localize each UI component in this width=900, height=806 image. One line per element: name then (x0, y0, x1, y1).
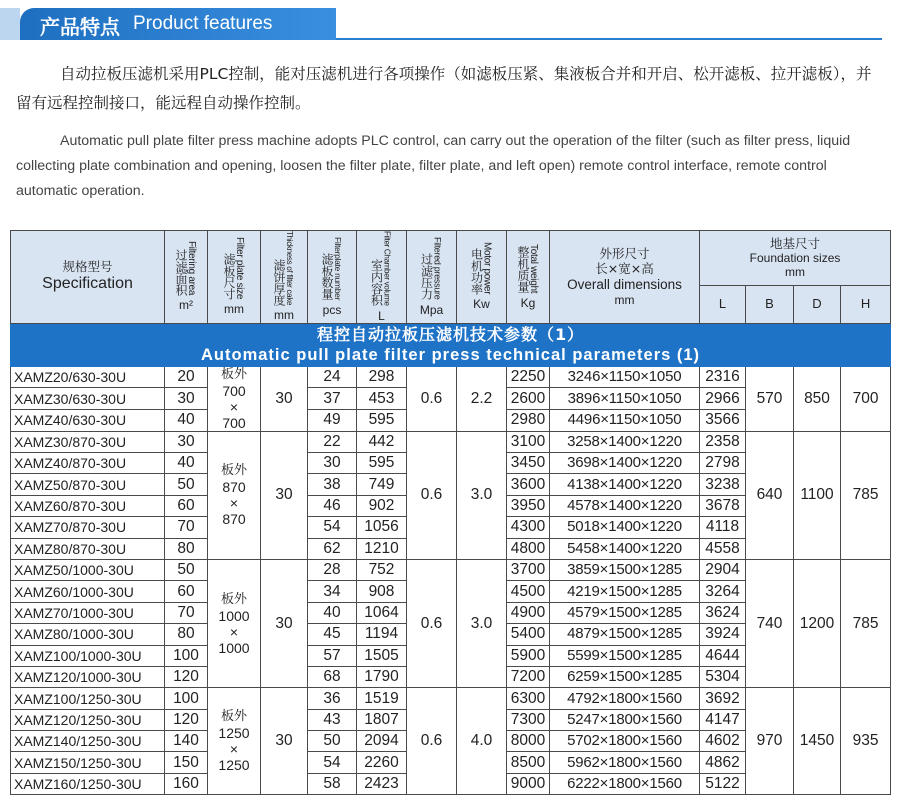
col-header-number: 滤板数量Filterplate number pcs (308, 231, 357, 324)
cell-dim: 5018×1400×1220 (550, 517, 700, 538)
cell-weight: 5400 (507, 624, 550, 645)
cell-vol: 2260 (357, 752, 407, 773)
cell-spec: XAMZ60/870-30U (11, 495, 165, 516)
plate-size-line: 1250 (218, 725, 250, 742)
cell-motor: 3.0 (457, 559, 507, 687)
cell-spec: XAMZ30/630-30U (11, 388, 165, 410)
cell-num: 50 (308, 731, 357, 752)
cell-plate-size (208, 688, 261, 795)
table-row (11, 559, 891, 580)
cell-num: 54 (308, 517, 357, 538)
cell-vol: 1056 (357, 517, 407, 538)
cell-dim: 5702×1800×1560 (550, 731, 700, 752)
cell-B: 570 (746, 366, 794, 431)
cell-L: 2358 (700, 431, 746, 452)
cell-L: 3238 (700, 474, 746, 495)
cell-D: 1200 (794, 559, 841, 687)
cell-weight: 8500 (507, 752, 550, 773)
cell-H: 700 (841, 366, 891, 431)
cell-area: 120 (165, 666, 208, 687)
cell-weight: 2250 (507, 366, 550, 388)
cell-weight: 5900 (507, 645, 550, 666)
cell-L: 2316 (700, 366, 746, 388)
cell-vol: 595 (357, 409, 407, 431)
cell-spec: XAMZ120/1000-30U (11, 666, 165, 687)
cell-cake: 30 (261, 559, 308, 687)
cell-vol: 908 (357, 581, 407, 602)
intro-paragraph-en: Automatic pull plate filter press machine adopts PLC control, can carry out the operation of the filter (such as filter press, liquid collecting plate combination and opening, loosen the filter plate, filter plate, and left open) remote control interface, remote control automatic operation. (16, 133, 851, 199)
table-row (11, 688, 891, 709)
cell-L: 5304 (700, 666, 746, 687)
col-header-cake: 滤饼厚度Thickness of filter cake mm (261, 231, 308, 324)
table-title-en: Automatic pull plate filter press technical parameters (1) (201, 345, 701, 364)
cell-vol: 453 (357, 388, 407, 410)
plate-size-line: 板外 (220, 463, 247, 479)
cell-dim: 3859×1500×1285 (550, 559, 700, 580)
cell-press: 0.6 (407, 559, 457, 687)
col-header-B: B (746, 285, 794, 323)
cell-area: 100 (165, 645, 208, 666)
col-header-H: H (841, 285, 891, 323)
cell-num: 54 (308, 752, 357, 773)
cell-vol: 1790 (357, 666, 407, 687)
cell-num: 49 (308, 409, 357, 431)
cell-weight: 4800 (507, 538, 550, 559)
cell-spec: XAMZ20/630-30U (11, 366, 165, 388)
cell-cake: 30 (261, 366, 308, 431)
col-header-pressure: 过滤压力Filtered pressure Mpa (407, 231, 457, 324)
cell-B: 970 (746, 688, 794, 795)
cell-L: 2904 (700, 559, 746, 580)
cell-dim: 4219×1500×1285 (550, 581, 700, 602)
cell-dim: 4138×1400×1220 (550, 474, 700, 495)
header-cap (0, 8, 20, 40)
header-title-cn: 产品特点 (40, 15, 120, 39)
cell-L: 4862 (700, 752, 746, 773)
cell-num: 38 (308, 474, 357, 495)
cell-weight: 4500 (507, 581, 550, 602)
cell-weight: 9000 (507, 773, 550, 794)
cell-plate-size (208, 366, 261, 431)
cell-press: 0.6 (407, 366, 457, 431)
cell-B: 740 (746, 559, 794, 687)
cell-dim: 4879×1500×1285 (550, 624, 700, 645)
plate-size-line: 1250 (218, 757, 250, 774)
cell-spec: XAMZ80/1000-30U (11, 624, 165, 645)
cell-weight: 3700 (507, 559, 550, 580)
plate-size-line: 1000 (218, 607, 250, 624)
cell-weight: 7200 (507, 666, 550, 687)
cell-area: 40 (165, 453, 208, 474)
cell-spec: XAMZ50/1000-30U (11, 559, 165, 580)
cell-area: 50 (165, 559, 208, 580)
cell-L: 3692 (700, 688, 746, 709)
plate-size-line: 700 (222, 414, 246, 431)
col-header-plate: 滤板尺寸Filter plate size mm (208, 231, 261, 324)
cell-plate-size (208, 559, 261, 687)
cell-area: 40 (165, 409, 208, 431)
cell-spec: XAMZ100/1250-30U (11, 688, 165, 709)
spec-table (10, 230, 891, 795)
cell-num: 58 (308, 773, 357, 794)
cell-spec: XAMZ120/1250-30U (11, 709, 165, 730)
intro-paragraph-cn: 自动拉板压滤机采用PLC控制，能对压滤机进行各项操作（如滤板压紧、集液板合并和开启、松开滤板、拉开滤板），并留有远程控制接口，能远程自动操作控制。 (16, 65, 872, 112)
cell-B: 640 (746, 431, 794, 559)
col-header-motor: 电机功率Motor power Kw (457, 231, 507, 324)
cell-L: 2798 (700, 453, 746, 474)
plate-size-line: 板外 (220, 709, 247, 725)
cell-dim: 5247×1800×1560 (550, 709, 700, 730)
plate-size-line: × (229, 495, 239, 512)
cell-dim: 6222×1800×1560 (550, 773, 700, 794)
cell-spec: XAMZ70/1000-30U (11, 602, 165, 623)
cell-spec: XAMZ50/870-30U (11, 474, 165, 495)
cell-area: 80 (165, 538, 208, 559)
cell-weight: 6300 (507, 688, 550, 709)
col-header-D: D (794, 285, 841, 323)
cell-motor: 2.2 (457, 366, 507, 431)
cell-num: 37 (308, 388, 357, 410)
cell-num: 40 (308, 602, 357, 623)
cell-area: 140 (165, 731, 208, 752)
cell-weight: 2600 (507, 388, 550, 410)
cell-D: 1450 (794, 688, 841, 795)
table-title-row (11, 323, 891, 366)
cell-num: 45 (308, 624, 357, 645)
cell-vol: 1807 (357, 709, 407, 730)
table-row (11, 366, 891, 388)
cell-weight: 3950 (507, 495, 550, 516)
cell-num: 43 (308, 709, 357, 730)
cell-area: 80 (165, 624, 208, 645)
plate-size-line: 板外 (220, 366, 247, 382)
cell-num: 62 (308, 538, 357, 559)
cell-spec: XAMZ80/870-30U (11, 538, 165, 559)
cell-num: 68 (308, 666, 357, 687)
header-rule (336, 38, 882, 40)
cell-area: 70 (165, 602, 208, 623)
cell-press: 0.6 (407, 431, 457, 559)
cell-vol: 749 (357, 474, 407, 495)
cell-L: 4644 (700, 645, 746, 666)
cell-weight: 3600 (507, 474, 550, 495)
cell-dim: 5599×1500×1285 (550, 645, 700, 666)
cell-dim: 3258×1400×1220 (550, 431, 700, 452)
cell-vol: 1064 (357, 602, 407, 623)
col-header-spec: 规格型号 Specification (11, 231, 165, 324)
cell-cake: 30 (261, 431, 308, 559)
cell-weight: 4300 (507, 517, 550, 538)
plate-size-line: 700 (222, 382, 246, 399)
plate-size-line: × (229, 398, 239, 415)
cell-dim: 4792×1800×1560 (550, 688, 700, 709)
cell-L: 3924 (700, 624, 746, 645)
cell-spec: XAMZ60/1000-30U (11, 581, 165, 602)
cell-D: 850 (794, 366, 841, 431)
cell-motor: 3.0 (457, 431, 507, 559)
cell-spec: XAMZ150/1250-30U (11, 752, 165, 773)
cell-H: 785 (841, 431, 891, 559)
col-header-foundation: 地基尺寸 Foundation sizes mm (700, 231, 891, 286)
cell-num: 30 (308, 453, 357, 474)
cell-cake: 30 (261, 688, 308, 795)
cell-weight: 4900 (507, 602, 550, 623)
plate-size-line: 870 (222, 511, 246, 528)
cell-L: 4147 (700, 709, 746, 730)
cell-spec: XAMZ40/870-30U (11, 453, 165, 474)
cell-weight: 3100 (507, 431, 550, 452)
cell-area: 20 (165, 366, 208, 388)
cell-weight: 2980 (507, 409, 550, 431)
cell-area: 60 (165, 581, 208, 602)
plate-size-line: × (229, 623, 239, 640)
cell-press: 0.6 (407, 688, 457, 795)
plate-size-line: 1000 (218, 639, 250, 656)
cell-num: 28 (308, 559, 357, 580)
plate-size-line: × (229, 741, 239, 758)
cell-vol: 442 (357, 431, 407, 452)
cell-vol: 902 (357, 495, 407, 516)
cell-vol: 1519 (357, 688, 407, 709)
col-header-weight: 整机质量Total weight Kg (507, 231, 550, 324)
cell-vol: 595 (357, 453, 407, 474)
cell-L: 3678 (700, 495, 746, 516)
cell-vol: 1194 (357, 624, 407, 645)
cell-vol: 298 (357, 366, 407, 388)
cell-motor: 4.0 (457, 688, 507, 795)
table-row (11, 431, 891, 452)
cell-num: 24 (308, 366, 357, 388)
cell-dim: 4578×1400×1220 (550, 495, 700, 516)
cell-spec: XAMZ100/1000-30U (11, 645, 165, 666)
cell-L: 4602 (700, 731, 746, 752)
cell-L: 5122 (700, 773, 746, 794)
col-header-dimensions: 外形尺寸 长×宽×高 Overall dimensions mm (550, 231, 700, 324)
cell-spec: XAMZ30/870-30U (11, 431, 165, 452)
cell-area: 30 (165, 431, 208, 452)
cell-L: 2966 (700, 388, 746, 410)
cell-H: 785 (841, 559, 891, 687)
cell-L: 3624 (700, 602, 746, 623)
cell-area: 50 (165, 474, 208, 495)
cell-weight: 7300 (507, 709, 550, 730)
cell-spec: XAMZ70/870-30U (11, 517, 165, 538)
header-title-en: Product features (133, 13, 273, 34)
cell-num: 36 (308, 688, 357, 709)
cell-dim: 6259×1500×1285 (550, 666, 700, 687)
cell-plate-size (208, 431, 261, 559)
header-row-1 (11, 231, 891, 286)
col-header-area: 过滤面积Filtering area m² (165, 231, 208, 324)
cell-vol: 1505 (357, 645, 407, 666)
cell-area: 70 (165, 517, 208, 538)
cell-dim: 5962×1800×1560 (550, 752, 700, 773)
cell-vol: 1210 (357, 538, 407, 559)
cell-area: 120 (165, 709, 208, 730)
cell-L: 4118 (700, 517, 746, 538)
cell-dim: 4579×1500×1285 (550, 602, 700, 623)
cell-area: 100 (165, 688, 208, 709)
cell-dim: 3896×1150×1050 (550, 388, 700, 410)
cell-num: 22 (308, 431, 357, 452)
cell-L: 4558 (700, 538, 746, 559)
cell-area: 30 (165, 388, 208, 410)
cell-area: 60 (165, 495, 208, 516)
cell-area: 150 (165, 752, 208, 773)
cell-weight: 3450 (507, 453, 550, 474)
cell-dim: 5458×1400×1220 (550, 538, 700, 559)
cell-area: 160 (165, 773, 208, 794)
cell-L: 3566 (700, 409, 746, 431)
cell-H: 935 (841, 688, 891, 795)
table-title-cn: 程控自动拉板压滤机技术参数（1） (316, 324, 585, 344)
cell-spec: XAMZ40/630-30U (11, 409, 165, 431)
cell-num: 57 (308, 645, 357, 666)
cell-vol: 2094 (357, 731, 407, 752)
cell-vol: 752 (357, 559, 407, 580)
plate-size-line: 板外 (220, 591, 247, 607)
cell-num: 34 (308, 581, 357, 602)
plate-size-line: 870 (222, 479, 246, 496)
col-header-volume: 室内容积Filter Chamber volume L (357, 231, 407, 324)
cell-L: 3264 (700, 581, 746, 602)
section-header (0, 8, 900, 40)
cell-num: 46 (308, 495, 357, 516)
cell-dim: 3246×1150×1050 (550, 366, 700, 388)
cell-spec: XAMZ140/1250-30U (11, 731, 165, 752)
cell-dim: 3698×1400×1220 (550, 453, 700, 474)
cell-vol: 2423 (357, 773, 407, 794)
col-header-L: L (700, 285, 746, 323)
cell-D: 1100 (794, 431, 841, 559)
cell-weight: 8000 (507, 731, 550, 752)
cell-dim: 4496×1150×1050 (550, 409, 700, 431)
cell-spec: XAMZ160/1250-30U (11, 773, 165, 794)
